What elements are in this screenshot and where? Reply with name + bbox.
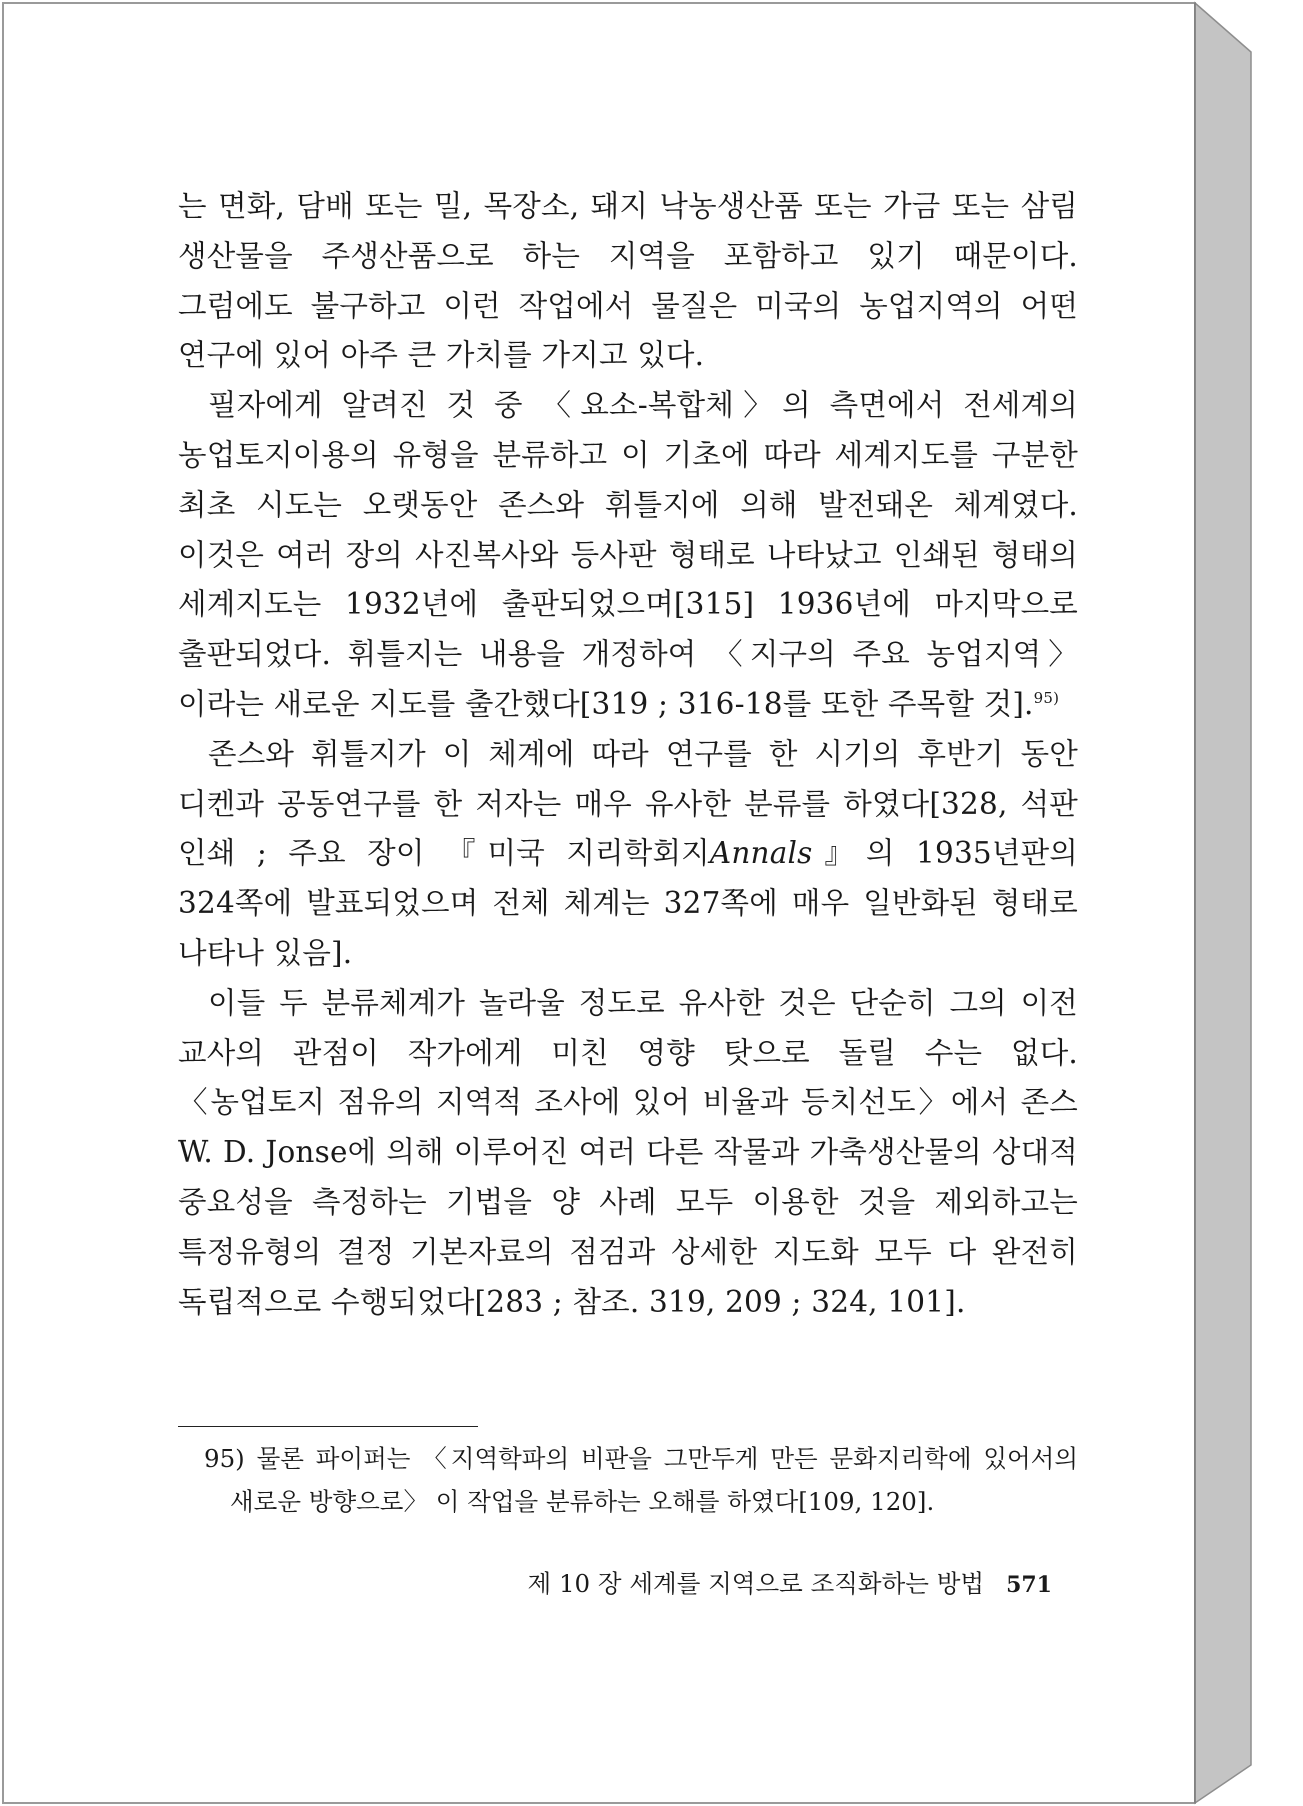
page-thickness-side	[1195, 3, 1251, 1803]
paragraph-2-text: 필자에게 알려진 것 중 〈요소-복합체〉의 측면에서 전세계의 농업토지이용의 유형을 분류하고 이 기초에 따라 세계지도를 구분한 최초 시도는 오랫동안 존스와 휘틀지에 의해 발전돼온 체계였다. 이것은 여러 장의 사진복사와 등사판 형태로 나타났고 인쇄된 형태의 세계지도는 1932년에 출판되었으며[315] 1936년에 마지막으로 출판되었다. 휘틀지는 내용을 개정하여 〈지구의 주요 농업지역〉이라는 새로운 지도를 출간했다[319 ; 316-18를 또한 주목할 것].	[178, 388, 1078, 721]
paragraph-1-text: 는 면화, 담배 또는 밀, 목장소, 돼지 낙농생산품 또는 가금 또는 삼림 생산물을 주생산품으로 하는 지역을 포함하고 있기 때문이다. 그럼에도 불구하고 이런 작업에서 물질은 미국의 농업지역의 어떤 연구에 있어 아주 큰 가치를 가지고 있다.	[178, 189, 1078, 373]
paragraph-4-text: 이들 두 분류체계가 놀라울 정도로 유사한 것은 단순히 그의 이전 교사의 관점이 작가에게 미친 영향 탓으로 돌릴 수는 없다. 〈농업토지 점유의 지역적 조사에 있어 비율과 등치선도〉에서 존스 W. D. Jonse에 의해 이루어진 여러 다른 작물과 가축생산물의 상대적 중요성을 측정하는 기법을 양 사례 모두 이용한 것을 제외하고는 특정유형의 결정 기본자료의 점검과 상세한 지도화 모두 다 완전히 독립적으로 수행되었다[283 ; 참조. 319, 209 ; 324, 101].	[178, 985, 1078, 1319]
paragraph-3	[178, 730, 1078, 979]
paragraph-3-text-part-2: 』의 1935년판의 324쪽에 발표되었으며 전체 체계는 327쪽에 매우 일반화된 형태로 나타나 있음].	[178, 836, 1078, 970]
annals-italic: Annals	[709, 836, 813, 871]
paragraph-1	[178, 182, 1078, 381]
paragraph-4	[178, 979, 1078, 1328]
paragraph-2	[178, 381, 1078, 730]
paragraph-3-text-part-1: 존스와 휘틀지가 이 체계에 따라 연구를 한 시기의 후반기 동안 디켄과 공동연구를 한 저자는 매우 유사한 분류를 하였다[328, 석판 인쇄 ; 주요 장이 『미국 지리학회지	[178, 736, 1078, 871]
footnote-reference: 95)	[1033, 689, 1060, 708]
running-footer	[178, 1566, 1052, 1603]
footnote-95: 95) 물론 파이퍼는 〈지역학파의 비판을 그만두게 만든 문화지리학에 있어서의 새로운 방향으로〉 이 작업을 분류하는 오해를 하였다[109, 120].	[204, 1444, 1078, 1516]
page-number: 571	[1006, 1572, 1052, 1598]
chapter-title: 제 10 장 세계를 지역으로 조직화하는 방법	[527, 1569, 985, 1598]
body-text	[178, 182, 1078, 1327]
footnote-divider	[178, 1426, 478, 1427]
